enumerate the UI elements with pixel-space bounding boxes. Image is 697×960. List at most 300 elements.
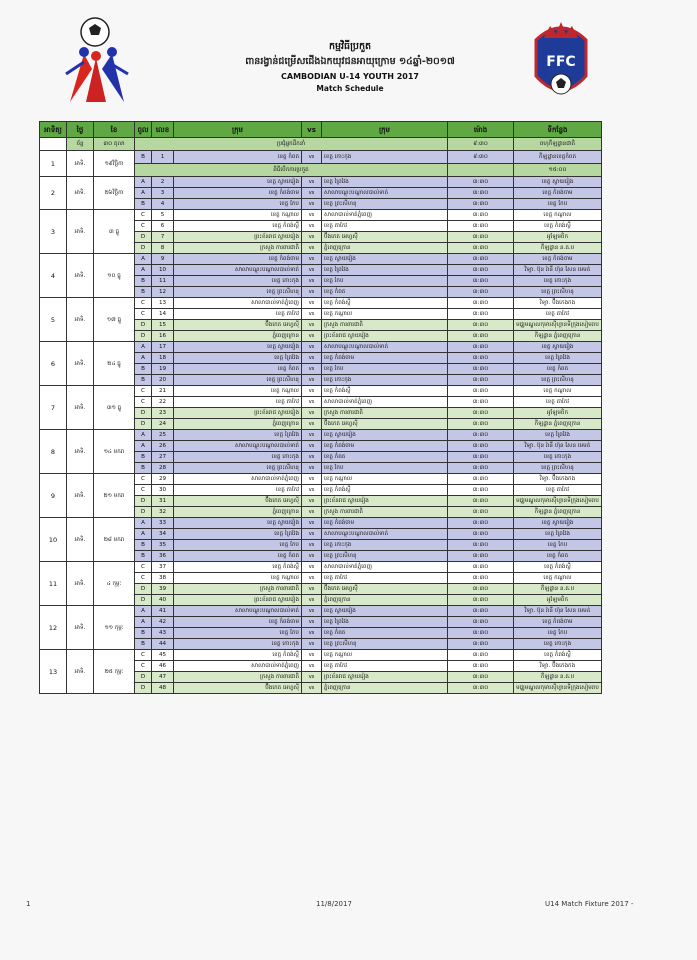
home-team: ខេត្ត កោះកុង [174,452,302,463]
week-day: អាទិ. [67,386,94,430]
match-number: 13 [152,298,174,309]
pool-cell: B [135,276,152,287]
table-row [40,650,602,661]
pool-cell: D [135,584,152,595]
match-time: ៣:៣០ [448,265,514,276]
vs-label: vs [302,287,322,298]
match-venue: វិទ្យា. ប៊ឹងកេងកង [514,661,602,672]
vs-label: vs [302,430,322,441]
match-venue: អូឡែមពិក [514,595,602,606]
week-number: 1 [40,151,67,177]
pool-cell: A [135,518,152,529]
match-number: 15 [152,320,174,331]
vs-label: vs [302,177,322,188]
match-time: ៩:៣០ [448,151,514,164]
week-date: ១៧ ធ្នូ [94,298,135,342]
table-row [40,562,602,573]
match-number: 24 [152,419,174,430]
match-number: 38 [152,573,174,584]
match-venue: ខេត្ត ព្រះសីហនុ [514,375,602,386]
table-row [40,177,602,188]
match-time: ៣:៣០ [448,276,514,287]
home-team: ខេត្ត ស្វាយរៀង [174,342,302,353]
away-team: ប៊ឹងកេត អេហ្វស៊ី [322,584,448,595]
pool-cell: C [135,210,152,221]
home-team: ខេត្ត ព្រះសីហនុ [174,287,302,298]
pool-cell: A [135,342,152,353]
match-number: 21 [152,386,174,397]
home-team: សាលាបណ្តុះបណ្តាលបាល់ទាត់ [174,265,302,276]
away-team: សាលាបាល់ទាត់ភ្នំពេញ [322,562,448,573]
week-date: ៣១ ធ្នូ [94,386,135,430]
vs-label: vs [302,540,322,551]
vs-label: vs [302,562,322,573]
pool-cell: C [135,573,152,584]
match-number: 31 [152,496,174,507]
week-number: 13 [40,650,67,694]
match-number: 11 [152,276,174,287]
pool-cell: A [135,529,152,540]
match-venue: វិទ្យា. ប៊ុន រ៉ានី ហ៊ុន សែន មេមត់ [514,265,602,276]
home-team: ខេត្ត កំពង់ស្ពឺ [174,221,302,232]
week-day: អាទិ. [67,650,94,694]
match-number: 23 [152,408,174,419]
opening-time: ៩:៣០ [448,138,514,151]
table-row [40,298,602,309]
match-number: 41 [152,606,174,617]
home-team: ខេត្ត កំពង់ស្ពឺ [174,650,302,661]
vs-label: vs [302,628,322,639]
away-team: ខេត្ត កែប [322,463,448,474]
week-date: ៤ កុម្ភៈ [94,562,135,606]
vs-label: vs [302,342,322,353]
pool-cell: A [135,353,152,364]
home-team: ខេត្ត កោះកុង [174,276,302,287]
table-header-row [40,122,602,138]
week-number: 8 [40,430,67,474]
home-team: ក្រសួង ការពារជាតិ [174,584,302,595]
away-team: ខេត្ត កែប [322,364,448,375]
pool-cell: C [135,485,152,496]
vs-label: vs [302,419,322,430]
vs-label: vs [302,298,322,309]
opening-date: ៣០ តុលា [94,138,135,151]
away-team: សាលាបណ្តុះបណ្តាលបាល់ទាត់ [322,529,448,540]
away-team: ខេត្ត ព្រះសីហនុ [322,551,448,562]
col-day: ថ្ងៃ [67,122,94,138]
footer-date: 11/8/2017 [316,900,352,908]
pool-cell: B [135,628,152,639]
week-date: ១៩វិច្ឆិកា [94,151,135,177]
opening-label: ប្រជុំអ្នកដឹកនាំ [135,138,448,151]
match-number: 39 [152,584,174,595]
match-time: ៣:៣០ [448,397,514,408]
table-row [40,254,602,265]
vs-label: vs [302,573,322,584]
match-time: ៣:៣០ [448,177,514,188]
vs-label: vs [302,639,322,650]
match-venue: ខេត្ត កណ្តាល [514,210,602,221]
match-number: 28 [152,463,174,474]
match-time: ៣:៣០ [448,408,514,419]
match-number: 19 [152,364,174,375]
match-venue: កីឡដ្ឋានខេត្តកំពត [514,151,602,164]
match-number: 40 [152,595,174,606]
match-number: 4 [152,199,174,210]
table-row [40,606,602,617]
away-team: ក្រសួង ការពារជាតិ [322,507,448,518]
vs-label: vs [302,584,322,595]
match-time: ៣:៣០ [448,562,514,573]
home-team: សាលាបណ្តុះបណ្តាលបាល់ទាត់ [174,606,302,617]
pool-cell: C [135,650,152,661]
away-team: ប៊ឹងកេត អេហ្វស៊ី [322,419,448,430]
match-venue: ខេត្ត ព្រៃវែង [514,529,602,540]
match-venue: វិទ្យា. ប៊ុន រ៉ានី ហ៊ុន សែន មេមត់ [514,606,602,617]
pool-cell: C [135,221,152,232]
match-time: ៣:៣០ [448,210,514,221]
match-time: ៣:៣០ [448,430,514,441]
week-date: ២៦វិច្ឆិកា [94,177,135,210]
away-team: ខេត្ត កំពង់ចាម [322,353,448,364]
week-number: 12 [40,606,67,650]
match-venue: ខេត្ត កំពង់ស្ពឺ [514,221,602,232]
match-time: ៣:៣០ [448,364,514,375]
home-team: ខេត្ត កំពង់ស្ពឺ [174,562,302,573]
match-number: 42 [152,617,174,628]
svg-text:FFC: FFC [546,54,576,70]
match-number: 32 [152,507,174,518]
vs-label: vs [302,496,322,507]
week-date: ២១ មករា [94,474,135,518]
match-time: ៣:៣០ [448,287,514,298]
match-number: 7 [152,232,174,243]
week-day: អាទិ. [67,177,94,210]
match-time: ៣:៣០ [448,309,514,320]
home-team: ខេត្ត កំពត [174,551,302,562]
pool-cell: D [135,595,152,606]
match-time: ៣:៣០ [448,452,514,463]
away-team: ព្រះខ័នរាជ ស្វាយរៀង [322,672,448,683]
match-number: 26 [152,441,174,452]
match-venue: ខេត្ត កំពង់ចាម [514,188,602,199]
vs-label: vs [302,221,322,232]
home-team: ប៊ឹងកេត អេហ្វស៊ី [174,320,302,331]
match-number: 2 [152,177,174,188]
match-venue: ខេត្ត ព្រៃវែង [514,353,602,364]
week-number: 9 [40,474,67,518]
match-time: ៣:៣០ [448,342,514,353]
week-date: ១០ ធ្នូ [94,254,135,298]
match-venue: ខេត្ត ព្រះសីហនុ [514,463,602,474]
away-team: ខេត្ត ស្វាយរៀង [322,430,448,441]
match-venue: កីឡដ្ឋាន ភ្នំពេញក្រោន [514,507,602,518]
match-time: ៣:៣០ [448,573,514,584]
home-team: ខេត្ត ព្រះសីហនុ [174,375,302,386]
match-time: ៣:៣០ [448,243,514,254]
match-venue: មជ្ឈមណ្ឌលកុមារស៊ីហ្គានទីក្រុងសៀមរាប [514,320,602,331]
week-date: ១៤ មករា [94,430,135,474]
week-date: ១១ កុម្ភៈ [94,606,135,650]
home-team: ខេត្ត ព្រៃវែង [174,529,302,540]
pool-cell: D [135,243,152,254]
away-team: ខេត្ត កណ្តាល [322,474,448,485]
away-team: ខេត្ត ព្រៃវែង [322,177,448,188]
home-team: ក្រសួង ការពារជាតិ [174,672,302,683]
vs-label: vs [302,254,322,265]
match-venue: ខេត្ត តាកែវ [514,485,602,496]
away-team: ខេត្ត កំពង់ចាម [322,441,448,452]
match-venue: ខេត្ត កោះកុង [514,276,602,287]
vs-label: vs [302,353,322,364]
away-team: ខេត្ត កោះកុង [322,540,448,551]
table-row [40,386,602,397]
home-team: ខេត្ត កណ្តាល [174,386,302,397]
vs-label: vs [302,672,322,683]
week-day: អាទិ. [67,430,94,474]
pool-cell: C [135,309,152,320]
match-number: 46 [152,661,174,672]
match-venue: កីឡដ្ឋាន ន.គ.ប [514,243,602,254]
pool-cell: A [135,265,152,276]
week-day: អាទិ. [67,298,94,342]
home-team: ប៊ឹងកេត អេហ្វស៊ី [174,683,302,694]
match-time: ៣:៣០ [448,672,514,683]
vs-label: vs [302,474,322,485]
week-number: 4 [40,254,67,298]
match-venue: អូឡែមពិក [514,408,602,419]
vs-label: vs [302,408,322,419]
away-team: ភ្នំពេញក្រោន [322,595,448,606]
home-team: សាលាបាល់ទាត់ភ្នំពេញ [174,661,302,672]
match-number: 33 [152,518,174,529]
col-team1: ក្រុម [174,122,302,138]
match-time: ៣:៣០ [448,375,514,386]
pool-cell: D [135,419,152,430]
home-team: ខេត្ត កំពង់ចាម [174,617,302,628]
pool-cell: B [135,551,152,562]
vs-label: vs [302,210,322,221]
ceremony-time: ១៥:០០ [514,164,602,177]
match-number: 6 [152,221,174,232]
home-team: ខេត្ត ព្រៃវែង [174,430,302,441]
week-day: អាទិ. [67,474,94,518]
match-number: 47 [152,672,174,683]
match-time: ៣:៣០ [448,298,514,309]
vs-label: vs [302,309,322,320]
match-venue: ខេត្ត កែប [514,540,602,551]
match-time: ៣:៣០ [448,419,514,430]
match-number: 30 [152,485,174,496]
away-team: ព្រះខ័នរាជ ស្វាយរៀង [322,496,448,507]
vs-label: vs [302,551,322,562]
home-team: ខេត្ត កែប [174,540,302,551]
footer-page-number: 1 [26,900,31,908]
vs-label: vs [302,595,322,606]
match-venue: អូឡែមពិក [514,232,602,243]
subtitle-khmer: ពានរង្វាន់ជម្រើសជើងឯកយុវជនអាយុក្រោម ១៤ឆ្នាំ-២០១៧ [245,56,455,67]
week-number: 3 [40,210,67,254]
vs-label: vs [302,463,322,474]
away-team: ភ្នំពេញក្រោន [322,683,448,694]
match-number: 45 [152,650,174,661]
table-row [40,342,602,353]
vs-label: vs [302,452,322,463]
match-venue: កីឡដ្ឋាន ភ្នំពេញក្រោន [514,331,602,342]
match-number: 35 [152,540,174,551]
subtitle-english: Match Schedule [316,84,384,93]
pool-cell: C [135,474,152,485]
away-team: ខេត្ត កោះកុង [322,375,448,386]
away-team: ខេត្ត កំពត [322,287,448,298]
week-day: អាទិ. [67,254,94,298]
vs-label: vs [302,441,322,452]
match-time: ៣:៣០ [448,584,514,595]
opening-day: ច័ន្ទ [67,138,94,151]
pool-cell: D [135,683,152,694]
match-time: ៣:៣០ [448,650,514,661]
title-khmer: កម្មវិធីប្រកួត [328,41,372,52]
week-number: 2 [40,177,67,210]
document-title-block [180,40,520,95]
match-time: ៣:៣០ [448,518,514,529]
vs-label: vs [302,151,322,164]
match-venue: ខេត្ត តាកែវ [514,397,602,408]
pool-cell: A [135,430,152,441]
vs-label: vs [302,320,322,331]
match-venue: ខេត្ត កែប [514,628,602,639]
match-time: ៣:៣០ [448,320,514,331]
home-team: សាលាបាល់ទាត់ភ្នំពេញ [174,474,302,485]
match-number: 10 [152,265,174,276]
home-team: ខេត្ត ស្វាយរៀង [174,518,302,529]
match-number: 18 [152,353,174,364]
away-team: ខេត្ត កណ្តាល [322,650,448,661]
match-number: 34 [152,529,174,540]
week-number: 11 [40,562,67,606]
vs-label: vs [302,529,322,540]
col-week: អាទិត្យ [40,122,67,138]
match-time: ៣:៣០ [448,683,514,694]
match-number: 16 [152,331,174,342]
match-time: ៣:៣០ [448,529,514,540]
col-venue: ទីកន្លែង [514,122,602,138]
pool-cell: B [135,452,152,463]
pool-cell: A [135,441,152,452]
col-date: ខែ [94,122,135,138]
vs-label: vs [302,375,322,386]
home-team: ខេត្ត កំពត [174,151,302,164]
opening-row [40,138,602,151]
pool-cell: D [135,232,152,243]
match-venue: ខេត្ត តាកែវ [514,309,602,320]
match-venue: ខេត្ត កំពត [514,551,602,562]
away-team: ប៊ឹងកេត អេហ្វស៊ី [322,232,448,243]
home-team: សាលាបណ្តុះបណ្តាលបាល់ទាត់ [174,441,302,452]
match-number: 36 [152,551,174,562]
match-number: 1 [152,151,174,164]
home-team: ខេត្ត កំពង់ចាម [174,254,302,265]
pool-cell: D [135,507,152,518]
match-number: 3 [152,188,174,199]
pool-cell: D [135,672,152,683]
col-pool: ពូល [135,122,152,138]
match-venue: ខេត្ត កណ្តាល [514,386,602,397]
home-team: ព្រះខ័នរាជ ស្វាយរៀង [174,408,302,419]
match-time: ៣:៣០ [448,661,514,672]
match-time: ៣:៣០ [448,331,514,342]
pool-cell: A [135,606,152,617]
match-time: ៣:៣០ [448,353,514,364]
pool-cell: B [135,639,152,650]
pool-cell: C [135,386,152,397]
home-team: ខេត្ត កណ្តាល [174,210,302,221]
away-team: ខេត្ត តាកែវ [322,573,448,584]
home-team: ប៊ឹងកេត អេហ្វស៊ី [174,496,302,507]
pool-cell: D [135,331,152,342]
week-date: ២៤ ធ្នូ [94,342,135,386]
pool-cell: C [135,397,152,408]
away-team: សាលាបណ្តុះបណ្តាលបាល់ទាត់ [322,342,448,353]
match-venue: ខេត្ត កោះកុង [514,639,602,650]
week-day: អាទិ. [67,342,94,386]
week-number: 7 [40,386,67,430]
match-venue: មជ្ឈមណ្ឌលកុមារស៊ីហ្គានទីក្រុងសៀមរាប [514,683,602,694]
col-match: លេខ [152,122,174,138]
match-venue: កីឡដ្ឋាន ន.គ.ប [514,672,602,683]
match-time: ៣:៣០ [448,496,514,507]
col-time: ម៉ោង [448,122,514,138]
home-team: ខេត្ត កំពង់ចាម [174,188,302,199]
vs-label: vs [302,232,322,243]
pool-cell: B [135,364,152,375]
home-team: ខេត្ត តាកែវ [174,397,302,408]
table-row [40,151,602,164]
match-time: ៣:៣០ [448,507,514,518]
match-venue: ខេត្ត កោះកុង [514,452,602,463]
ceremony-label: ពិធីបើកការប្រកួត [135,164,448,177]
vs-label: vs [302,386,322,397]
away-team: ខេត្ត កំពត [322,628,448,639]
home-team: ភ្នំពេញក្រោន [174,419,302,430]
youth-figures-logo-icon [62,14,132,108]
match-time: ៣:៣០ [448,617,514,628]
vs-label: vs [302,485,322,496]
week-number: 6 [40,342,67,386]
match-venue: វិទ្យា. ប៊ឹងកេងកង [514,298,602,309]
vs-label: vs [302,507,322,518]
week-day: អាទិ. [67,518,94,562]
vs-label: vs [302,617,322,628]
home-team: ក្រសួង ការពារជាតិ [174,243,302,254]
away-team: ខេត្ត កណ្តាល [322,309,448,320]
match-time: ៣:៣០ [448,474,514,485]
pool-cell: B [135,199,152,210]
home-team: ខេត្ត តាកែវ [174,485,302,496]
match-number: 48 [152,683,174,694]
away-team: ខេត្ត ព្រៃវែង [322,617,448,628]
home-team: ព្រះខ័នរាជ ស្វាយរៀង [174,595,302,606]
vs-label: vs [302,606,322,617]
away-team: សាលាបណ្តុះបណ្តាលបាល់ទាត់ [322,188,448,199]
match-venue: ខេត្ត ព្រៃវែង [514,430,602,441]
match-time: ៣:៣០ [448,639,514,650]
match-time: ៣:៣០ [448,221,514,232]
home-team: ភ្នំពេញក្រោន [174,507,302,518]
match-time: ៣:៣០ [448,463,514,474]
away-team: ខេត្ត កំពង់ស្ពឺ [322,386,448,397]
vs-label: vs [302,199,322,210]
